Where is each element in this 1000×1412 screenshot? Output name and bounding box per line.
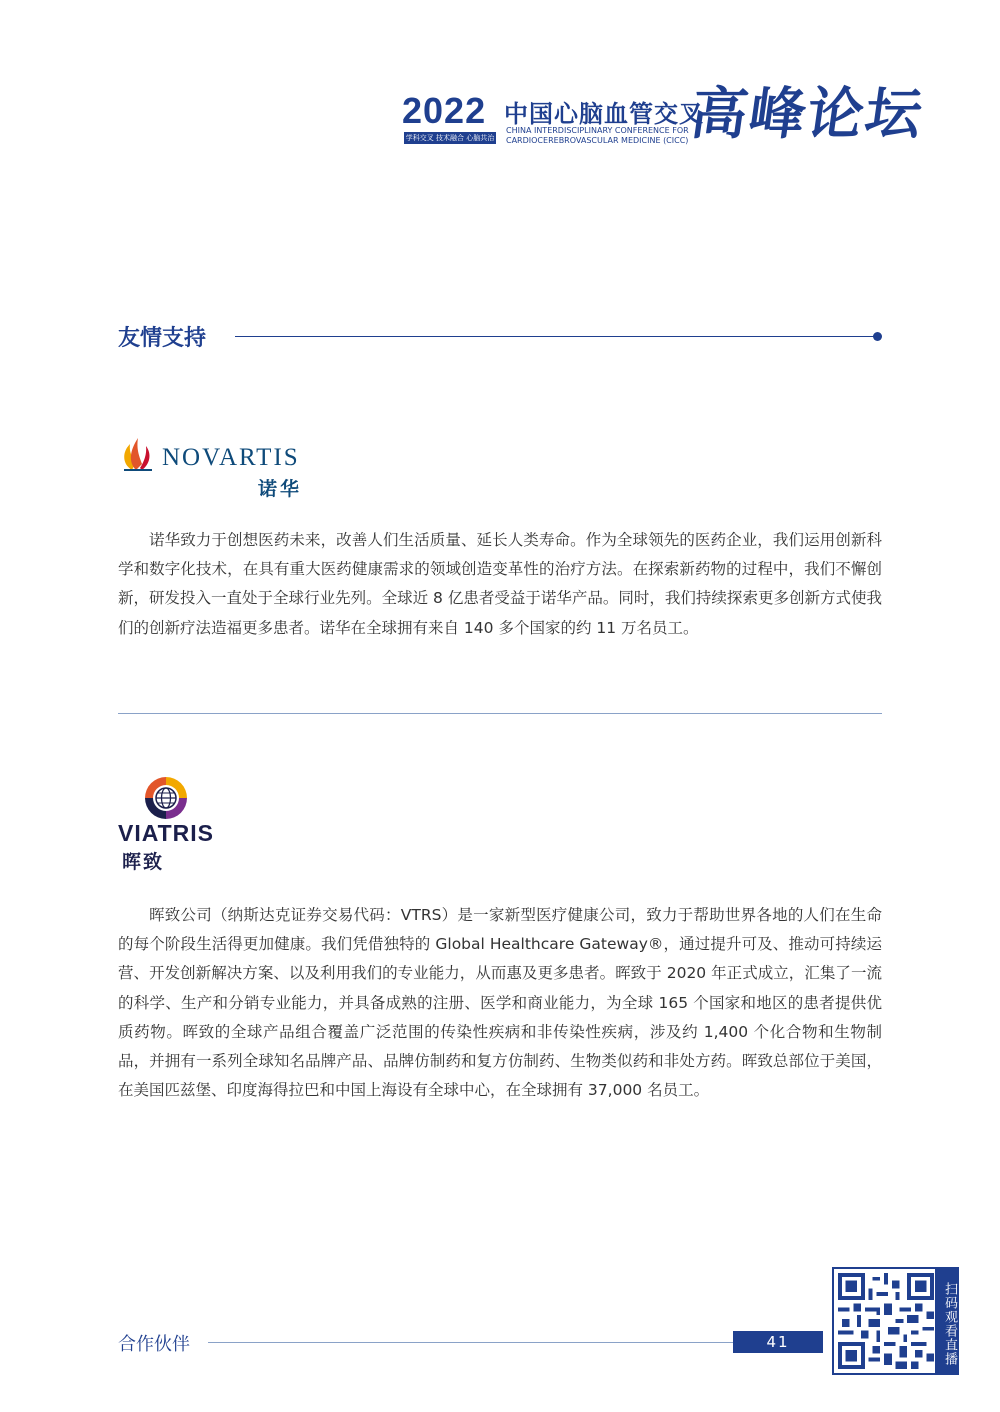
viatris-globe-icon (143, 775, 189, 821)
section-title: 友情支持 (118, 326, 207, 351)
viatris-logo (118, 772, 238, 872)
viatris-name-cn: 晖致 (122, 851, 165, 873)
novartis-name: NOVARTIS (162, 444, 300, 471)
viatris-description: 晖致公司（纳斯达克证券交易代码：VTRS）是一家新型医疗健康公司，致力于帮助世界各地的人们在生命的每个阶段生活得更加健康。我们凭借独特的 Global Healthcare Gateway®，通过提升可及、推动可持续运营、开发创新解决方案、以及利用我们的专业能力，从而惠及更多患者。晖致于 2020 年正式成立，汇集了一流的科学、生产和分销专业能力，并具备成熟的注册、医学和商业能力，为全球 165 个国家和地区的患者提供优质药物。晖致的全球产品组合覆盖广泛范围的传染性疾病和非传染性疾病，涉及约 1,400 个化合物和生物制品，并拥有一系列全球知名品牌产品、品牌仿制药和复方仿制药、生物类似药和非处方药。晖致总部位于美国，在美国匹兹堡、印度海得拉巴和中国上海设有全球中心，在全球拥有 37,000 名员工。 (118, 906, 882, 1100)
summit-title: 高峰论坛 (686, 81, 929, 147)
header-tagline: 学科交叉 技术融合 心脑共治 (405, 134, 495, 142)
viatris-name: VIATRIS (118, 820, 215, 846)
page-number: 41 (733, 1331, 823, 1353)
section-dot (873, 332, 882, 341)
header-year: 2022 (402, 90, 487, 131)
sponsor-divider (118, 713, 882, 714)
conference-header (400, 70, 929, 180)
section-divider-line (235, 336, 875, 337)
footer-line (208, 1342, 738, 1343)
livestream-qr-block[interactable] (832, 1267, 959, 1375)
qr-caption: 扫码观看直播 (935, 1269, 957, 1373)
footer-section-label: 合作伙伴 (118, 1334, 190, 1355)
novartis-name-cn: 诺华 (258, 478, 303, 500)
conference-title-cn: 中国心脑血管交叉 (504, 100, 704, 128)
conference-title-en: CHINA INTERDISCIPLINARY CONFERENCE FOR CARDIOCEREBROVASCULAR MEDICINE (CICC) (506, 126, 689, 145)
qr-code-icon[interactable] (838, 1273, 934, 1369)
novartis-logo (118, 430, 318, 502)
novartis-description: 诺华致力于创想医药未来，改善人们生活质量、延长人类寿命。作为全球领先的医药企业，我们运用创新科学和数字化技术，在具有重大医药健康需求的领域创造变革性的治疗方法。在探索新药物的过程中，我们不懈创新，研发投入一直处于全球行业先列。全球近 8 亿患者受益于诺华产品。同时，我们持续探索更多创新方式使我们的创新疗法造福更多患者。诺华在全球拥有来自 140 多个国家的约 11 万名员工。 (118, 531, 882, 637)
novartis-flame-icon (120, 432, 156, 472)
